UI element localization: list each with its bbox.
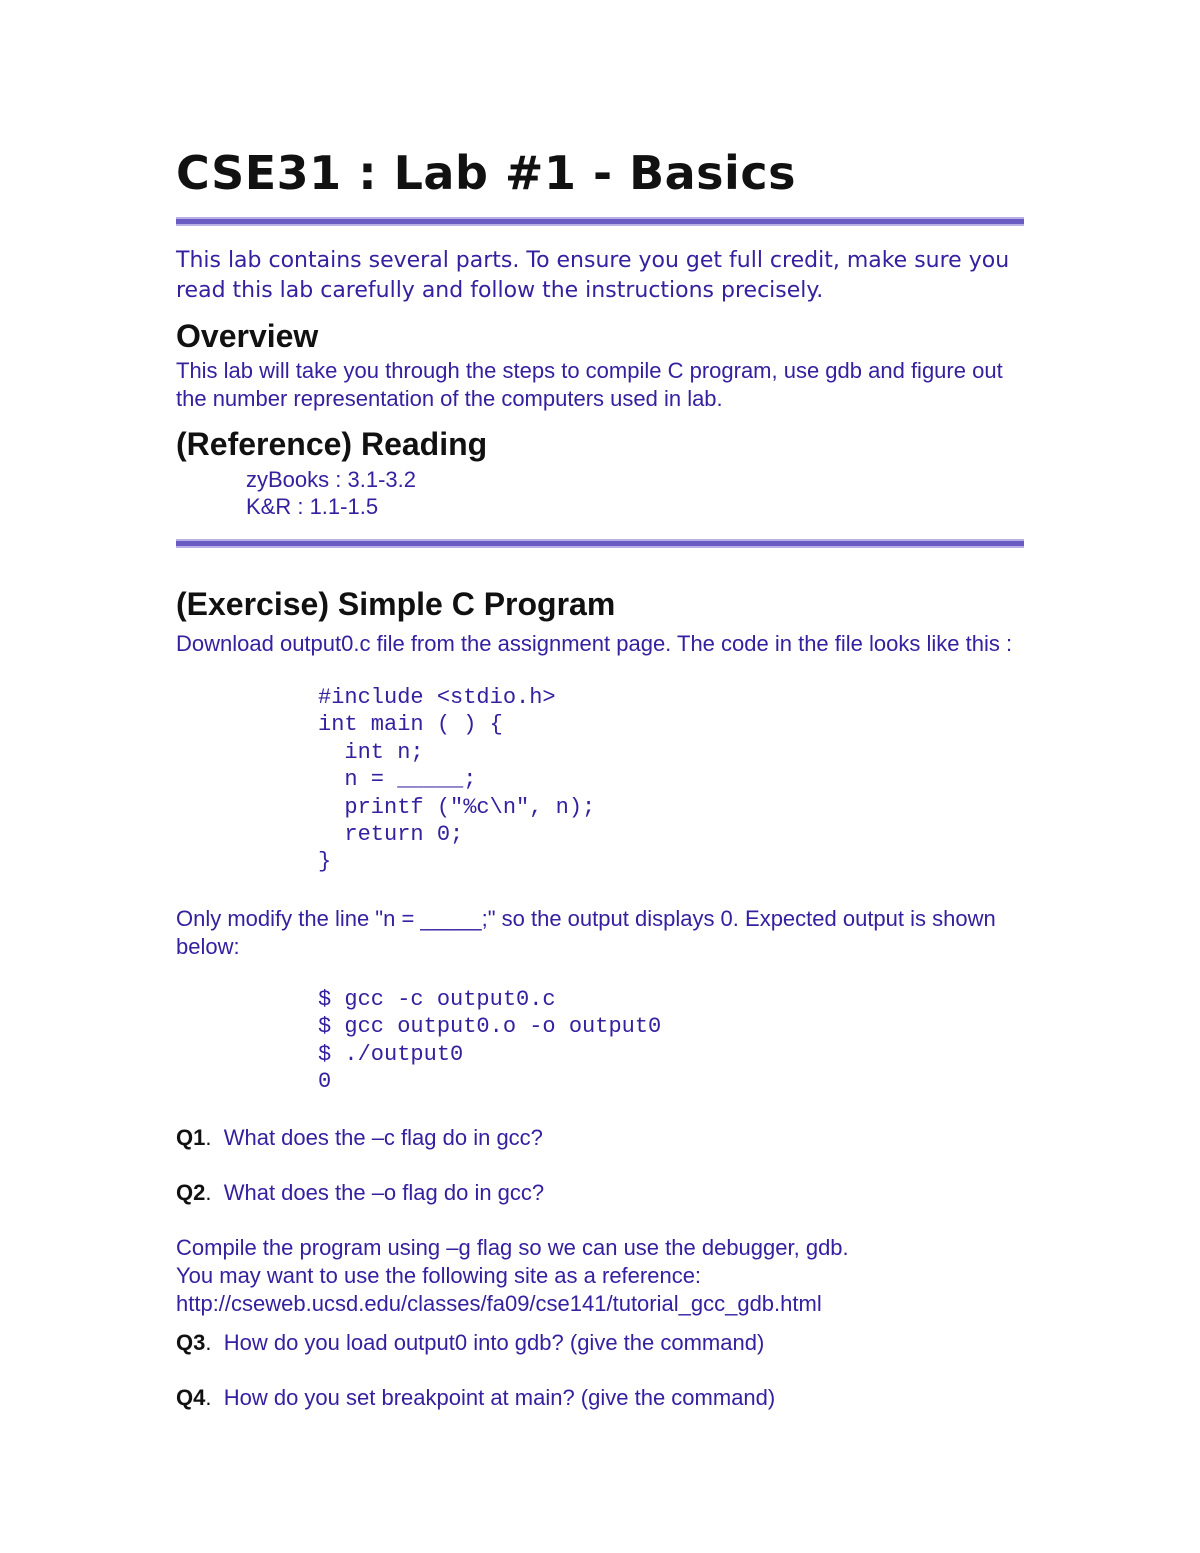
divider-top <box>176 219 1024 224</box>
reading-list <box>246 466 416 520</box>
code-block-source <box>318 684 595 876</box>
page-title: CSE31 : Lab #1 - Basics <box>176 146 796 200</box>
question-q3: Q3. How do you load output0 into gdb? (give the command) <box>176 1330 765 1355</box>
question-text: How do you load output0 into gdb? (give the command) <box>223 1330 765 1355</box>
compile-line: You may want to use the following site as a reference: <box>176 1263 702 1288</box>
question-q2: Q2. What does the –o flag do in gcc? <box>176 1180 545 1205</box>
code-line: } <box>318 849 332 875</box>
exercise-heading: (Exercise) Simple C Program <box>176 586 616 622</box>
code-line: int n; <box>318 739 424 765</box>
question-text: How do you set breakpoint at main? (give the command) <box>223 1385 776 1410</box>
modify-instructions: Only modify the line "n = _____;" so the output displays 0. Expected output is shown below: <box>176 906 996 959</box>
overview-heading: Overview <box>176 318 319 354</box>
divider-middle <box>176 541 1024 546</box>
code-line: #include <stdio.h> <box>318 685 556 710</box>
question-q1: Q1. What does the –c flag do in gcc? <box>176 1125 543 1150</box>
question-text: What does the –o flag do in gcc? <box>223 1180 545 1205</box>
question-label: Q1 <box>176 1125 206 1150</box>
shell-line: $ gcc -c output0.c <box>318 987 556 1012</box>
reading-item-kr: K&R : 1.1-1.5 <box>246 494 379 519</box>
compile-instructions <box>176 1234 1026 1318</box>
reference-link[interactable]: http://cseweb.ucsd.edu/classes/fa09/cse141/tutorial_gcc_gdb.html <box>176 1291 822 1316</box>
question-label: Q4 <box>176 1385 206 1410</box>
code-line: n = _____; <box>318 767 477 793</box>
download-instructions: Download output0.c file from the assignment page. The code in the file looks like this : <box>176 631 1013 656</box>
question-label: Q3 <box>176 1330 206 1355</box>
overview-text: This lab will take you through the steps to compile C program, use gdb and figure out the number representation of the computers used in lab. <box>176 358 1003 411</box>
code-block-shell <box>318 986 661 1096</box>
question-text: What does the –c flag do in gcc? <box>223 1125 543 1150</box>
code-line: printf ("%c\n", n); <box>318 794 596 820</box>
shell-line: 0 <box>318 1069 332 1095</box>
reading-item-zybooks: zyBooks : 3.1-3.2 <box>246 467 416 492</box>
intro-text: This lab contains several parts. To ensure you get full credit, make sure you read this lab carefully and follow the instructions precisely. <box>176 248 1010 303</box>
compile-line: Compile the program using –g flag so we can use the debugger, gdb. <box>176 1235 849 1260</box>
code-line: int main ( ) { <box>318 712 503 738</box>
question-label: Q2 <box>176 1180 206 1205</box>
question-q4: Q4. How do you set breakpoint at main? (give the command) <box>176 1385 776 1410</box>
shell-line: $ ./output0 <box>318 1041 464 1067</box>
code-line: return 0; <box>318 822 464 848</box>
shell-line: $ gcc output0.o -o output0 <box>318 1014 662 1040</box>
reading-heading: (Reference) Reading <box>176 426 488 462</box>
